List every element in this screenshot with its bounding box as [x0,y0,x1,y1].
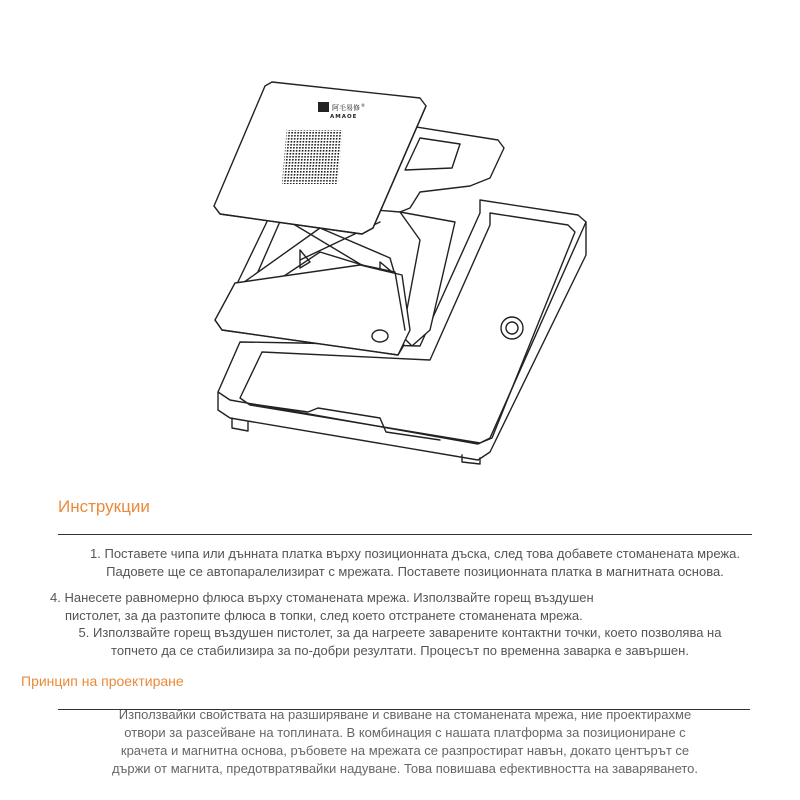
step-5-line-2: топчето да се стабилизира за по-добри резултати. Процесът по временна заварка е завършен. [111,643,689,658]
step-1-line-2: Падовете ще се автопаралелизират с мрежата. Поставете позиционната платка в магнитната основа. [106,564,724,579]
brand-name-cn: 阿毛易修 [332,104,360,112]
brand-logo-icon [318,102,329,112]
registered-mark: ® [361,103,365,108]
principle-line-4: държи от магнита, предотвратявайки надуване. Това повишава ефективността на заваряването. [111,761,699,776]
instruction-step-1 [40,545,790,581]
step-1-line-1: 1. Поставете чипа или дънната платка върху позиционната дъска, след това добавете стоманената мрежа. [90,546,740,561]
principle-line-1: Използвайки свойствата на разширяване и свиване на стоманената мрежа, ние проектирахме [118,707,692,722]
section-divider [58,534,752,535]
brand-name-en: AMAOE [330,114,358,120]
instruction-step-5 [40,624,760,660]
step-5-line-1: 5. Използвайте горещ въздушен пистолет, за да нагреете заварените контактни точки, което позволява на [78,625,722,640]
principle-line-3: крачета и магнитна основа, ръбовете на мрежата се разпростират навън, докато центърът се [120,743,690,758]
instructions-heading: Инструкции [58,497,150,516]
design-principle-heading: Принцип на проектиране [21,673,184,689]
instruction-step-4 [40,589,660,625]
step-4-line-1: 4. Нанесете равномерно флюса върху стоманената мрежа. Използвайте горещ въздушен [50,590,594,605]
principle-line-2: отвори за разсейване на топлината. В комбинация с нашата платформа за позициониране с [124,725,686,740]
step-4-line-2: пистолет, за да разтопите флюса в топки, след което отстранете стоманената мрежа. [65,608,583,623]
design-principle-text [55,706,755,778]
